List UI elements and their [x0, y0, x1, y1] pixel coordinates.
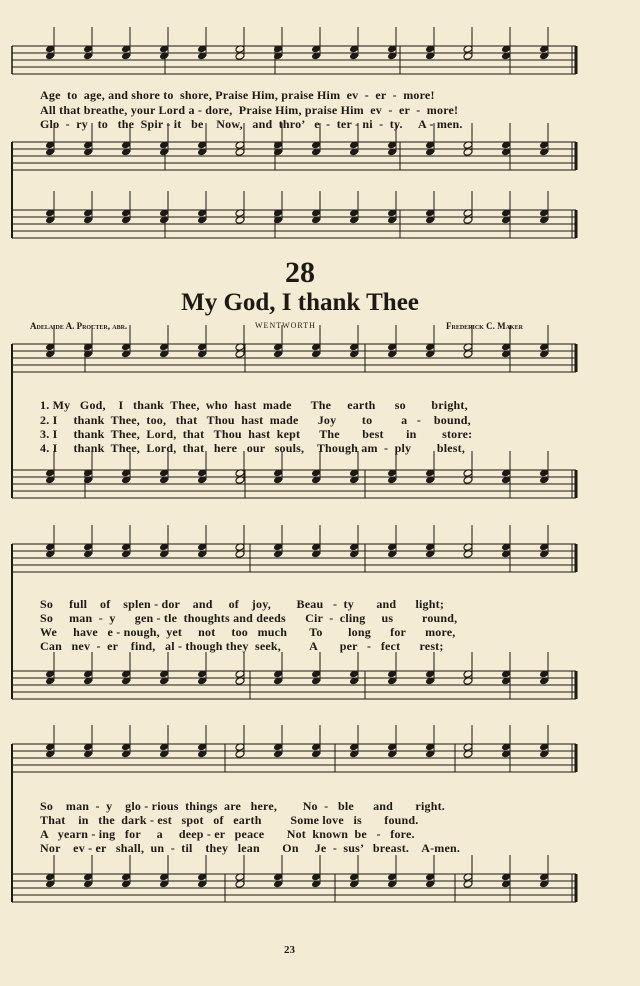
hymn-composer: Frederick C. Maker	[446, 321, 523, 331]
verse-line: Can nev - er find, al - though they seek, A per - fect rest;	[40, 639, 444, 653]
verse-line: That in the dark - est spot of earth Some love is found.	[40, 813, 419, 827]
top-lyric-line-2: All that breathe, your Lord a - dore, Praise Him, praise Him ev - er - more!	[40, 103, 459, 117]
verse-line: So man - y glo - rious things are here, No - ble and right.	[40, 799, 445, 813]
verse-line: We have e - nough, yet not too much To long for more,	[40, 625, 456, 639]
verse-line: 1. My God, I thank Thee, who hast made The earth so bright,	[40, 398, 468, 412]
verse-line: 2. I thank Thee, too, that Thou hast made Joy to a - bound,	[40, 413, 471, 427]
top-lyric-line-1: Age to age, and shore to shore, Praise Him, praise Him ev - er - more!	[40, 88, 435, 102]
top-lyric-line-3: Glo - ry to the Spir - it be Now, and thro’ e - ter - ni - ty. A - men.	[40, 117, 463, 131]
verse-line: A yearn - ing for a deep - er peace Not known be - fore.	[40, 827, 415, 841]
verse-line: 4. I thank Thee, Lord, that here our souls, Though am - ply blest,	[40, 441, 466, 455]
hymn-title: My God, I thank Thee	[181, 289, 419, 316]
page-number: 23	[284, 944, 295, 956]
verse-line: So man - y gen - tle thoughts and deeds Cir - cling us round,	[40, 611, 458, 625]
hymn-number: 28	[285, 256, 315, 289]
hymn-tune: WENTWORTH	[255, 321, 316, 330]
verse-line: Nor ev - er shall, un - til they lean On Je - sus’ breast. A-men.	[40, 841, 461, 855]
verse-line: 3. I thank Thee, Lord, that Thou hast kept The best in store:	[40, 427, 473, 441]
verse-line: So full of splen - dor and of joy, Beau - ty and light;	[40, 597, 445, 611]
hymn-author: Adelaide A. Procter, abr.	[30, 321, 128, 331]
